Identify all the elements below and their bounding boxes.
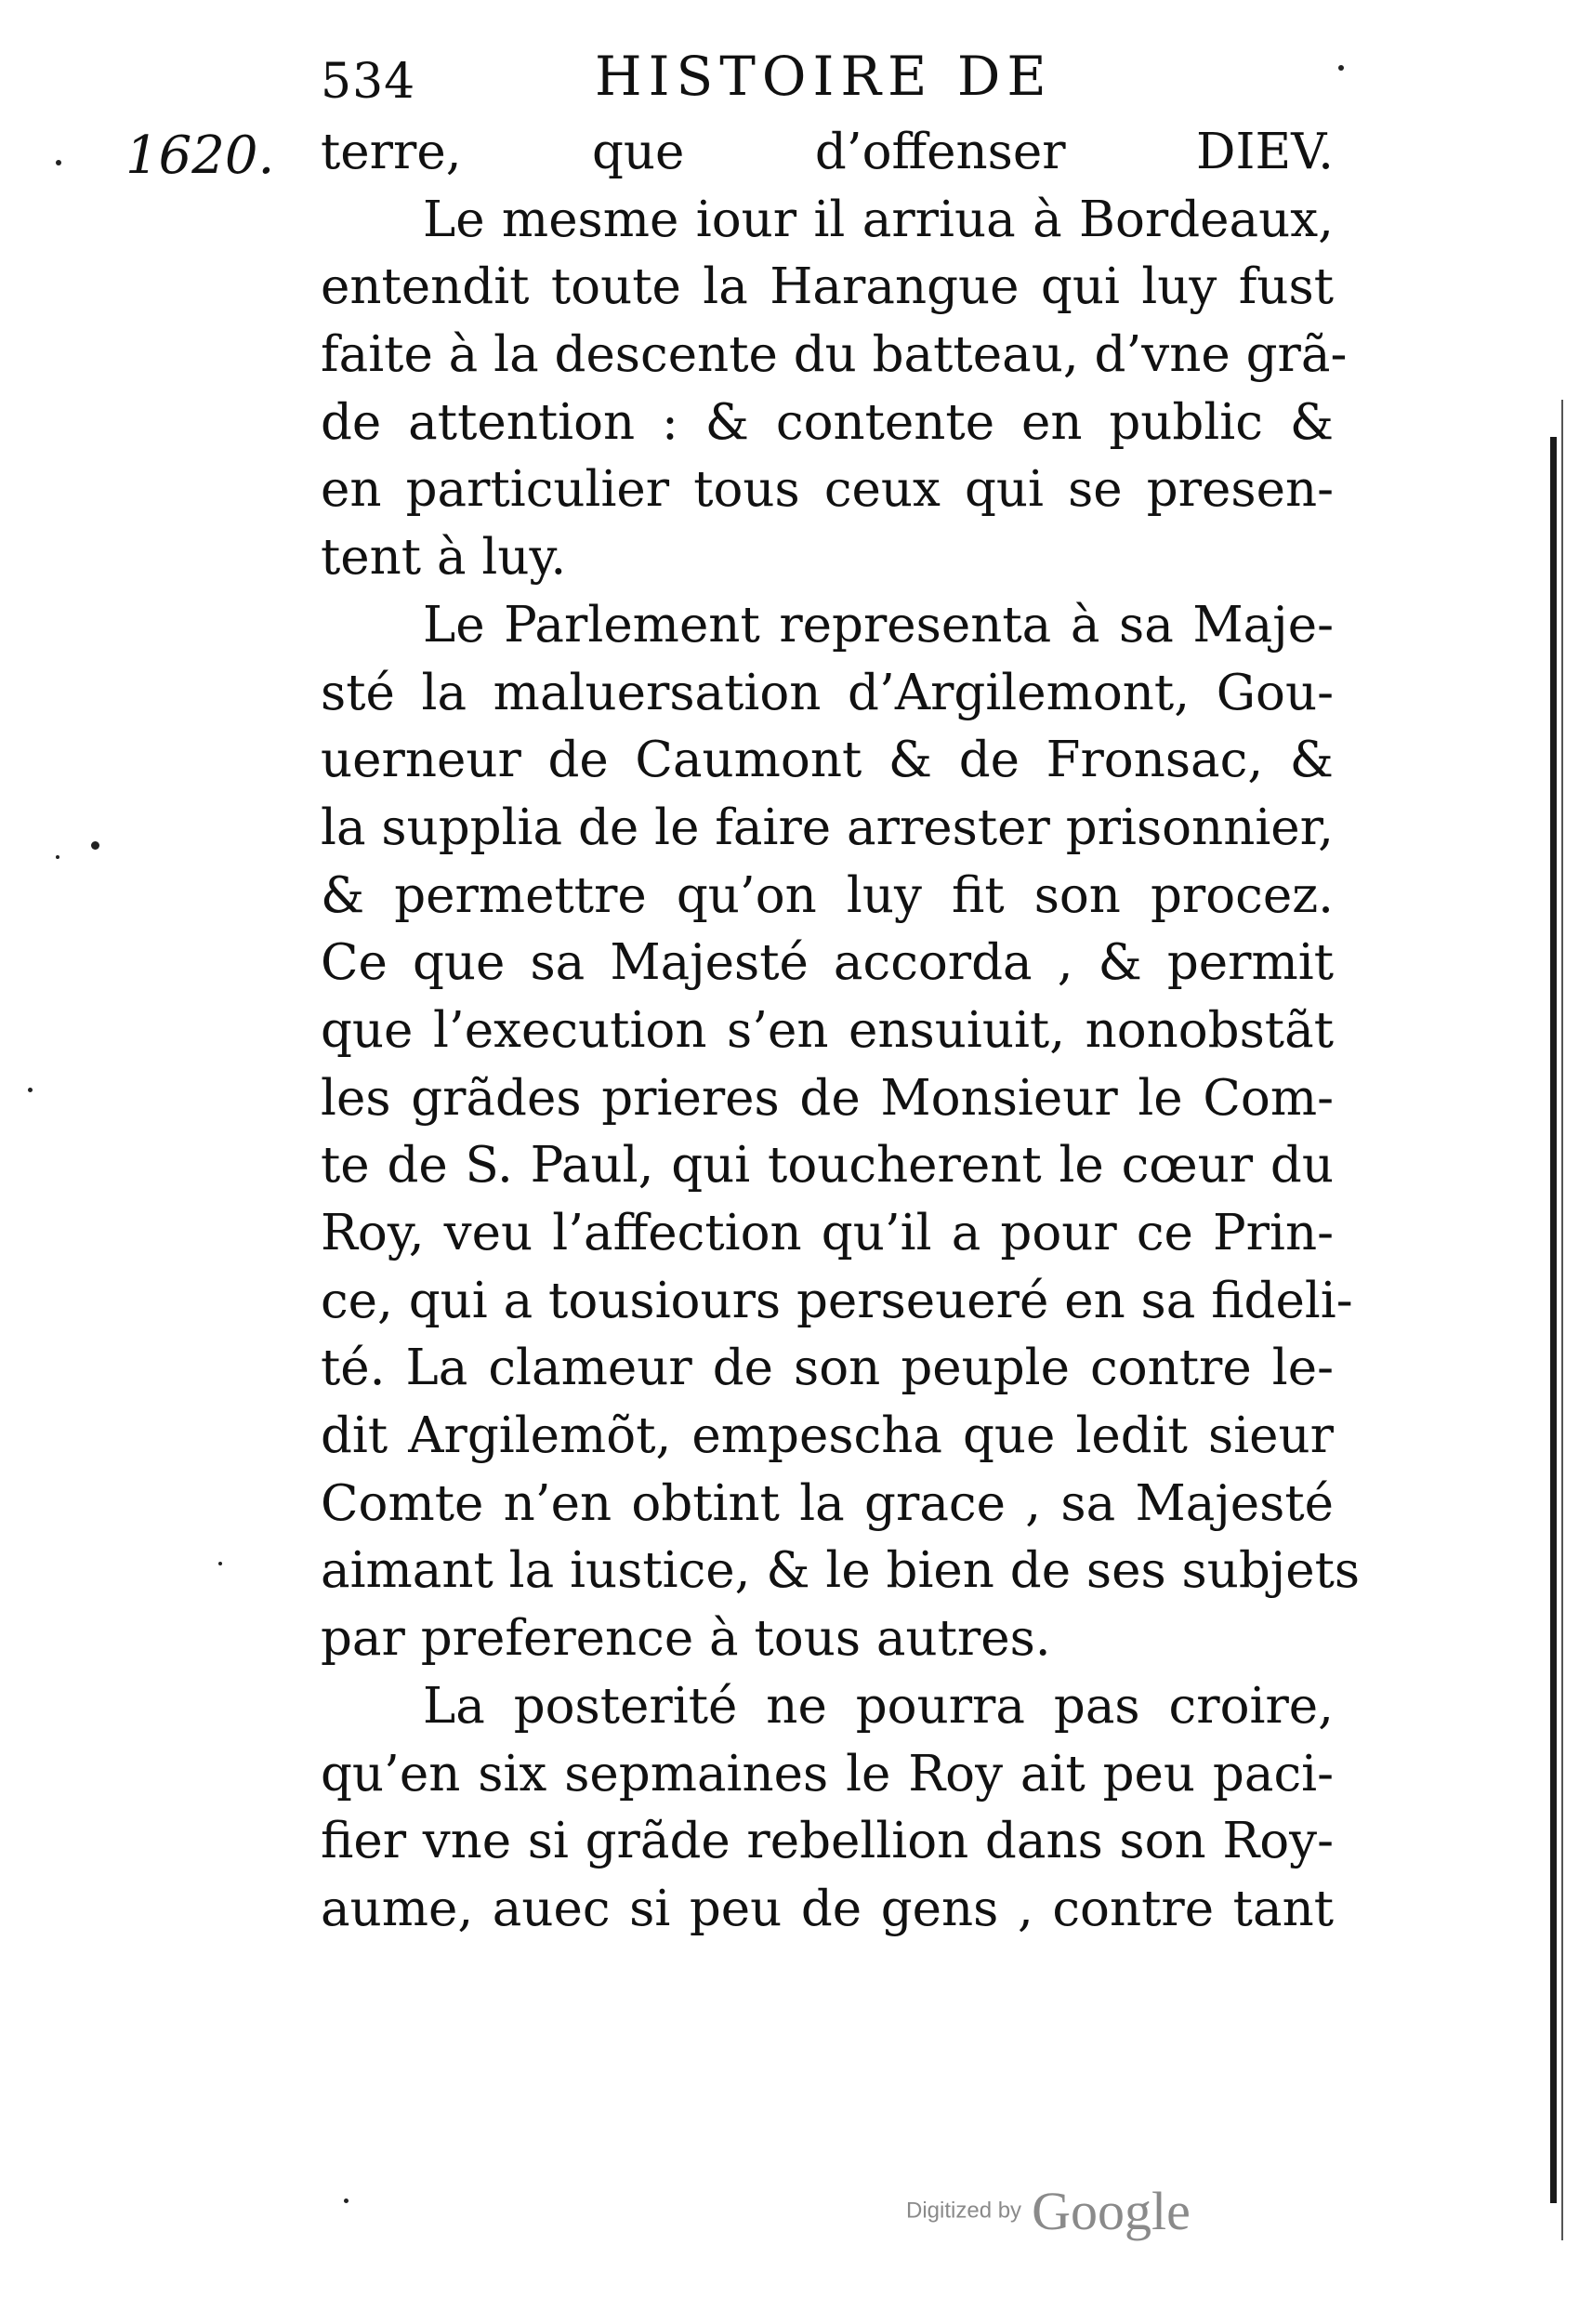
scan-speck [56,855,59,859]
text-line: tent à luy. [321,529,567,587]
text-line: aume, auec si peu de gens , contre tant [321,1880,1334,1937]
text-line: Ce que sa Majesté accorda , & permit [321,934,1334,992]
page-number: 534 [321,54,416,110]
google-logo: Google [1032,2181,1191,2241]
text-line: entendit toute la Harangue qui luy fust [321,258,1334,316]
digitized-by-google-watermark [906,2180,1191,2242]
scan-speck [91,841,99,850]
body-text [321,119,1361,1944]
text-line: faite à la descente du batteau, d’vne grã- [321,326,1348,384]
binding-edge [1550,437,1557,2203]
text-line: fier vne si grãde rebellion dans son Roy- [321,1813,1334,1870]
watermark-prefix: Digitized by [906,2198,1022,2224]
text-line: la supplia de le faire arrester prisonnier, [321,799,1334,856]
text-line: en particulier tous ceux qui se presen- [321,461,1334,519]
text-line: les grãdes prieres de Monsieur le Com- [321,1069,1334,1127]
binding-shadow [1561,400,1563,2240]
scan-speck [218,1562,222,1565]
text-line: dit Argilemõt, empescha que ledit sieur [321,1407,1334,1465]
text-line: & permettre qu’on luy fit son procez. [321,866,1334,924]
text-line: La posterité ne pourra pas croire, [423,1677,1334,1735]
text-line: qu’en six sepmaines le Roy ait peu paci- [321,1745,1334,1802]
scan-speck [56,160,61,165]
text-line: uerneur de Caumont & de Fronsac, & [321,732,1334,789]
text-line: Le Parlement representa à sa Maje- [423,596,1334,654]
text-line: Le mesme iour il arriua à Bordeaux, [423,191,1334,248]
margin-year-note: 1620. [125,125,275,186]
scan-speck [1338,65,1344,71]
text-line: sté la maluersation d’Argilemont, Gou- [321,664,1334,721]
text-line: que l’execution s’en ensuiuit, nonobstãt [321,1001,1334,1059]
text-line: aimant la iustice, & le bien de ses subjets [321,1542,1361,1600]
running-head: HISTOIRE DE [595,45,1053,108]
text-line: Comte n’en obtint la grace , sa Majesté [321,1474,1334,1532]
scan-speck [344,2199,349,2203]
text-line: de attention : & contente en public & [321,393,1334,451]
text-line: Roy, veu l’affection qu’il a pour ce Prin- [321,1205,1334,1261]
scan-speck [28,1088,33,1092]
text-line: ce, qui a tousiours perseueré en sa fideli- [321,1272,1353,1329]
text-line: par preference à tous autres. [321,1610,1051,1668]
text-line: terre, que d’offenser DIEV. [321,124,1334,180]
text-line: té. La clameur de son peuple contre le- [321,1340,1334,1397]
text-line: te de S. Paul, qui toucherent le cœur du [321,1137,1334,1195]
